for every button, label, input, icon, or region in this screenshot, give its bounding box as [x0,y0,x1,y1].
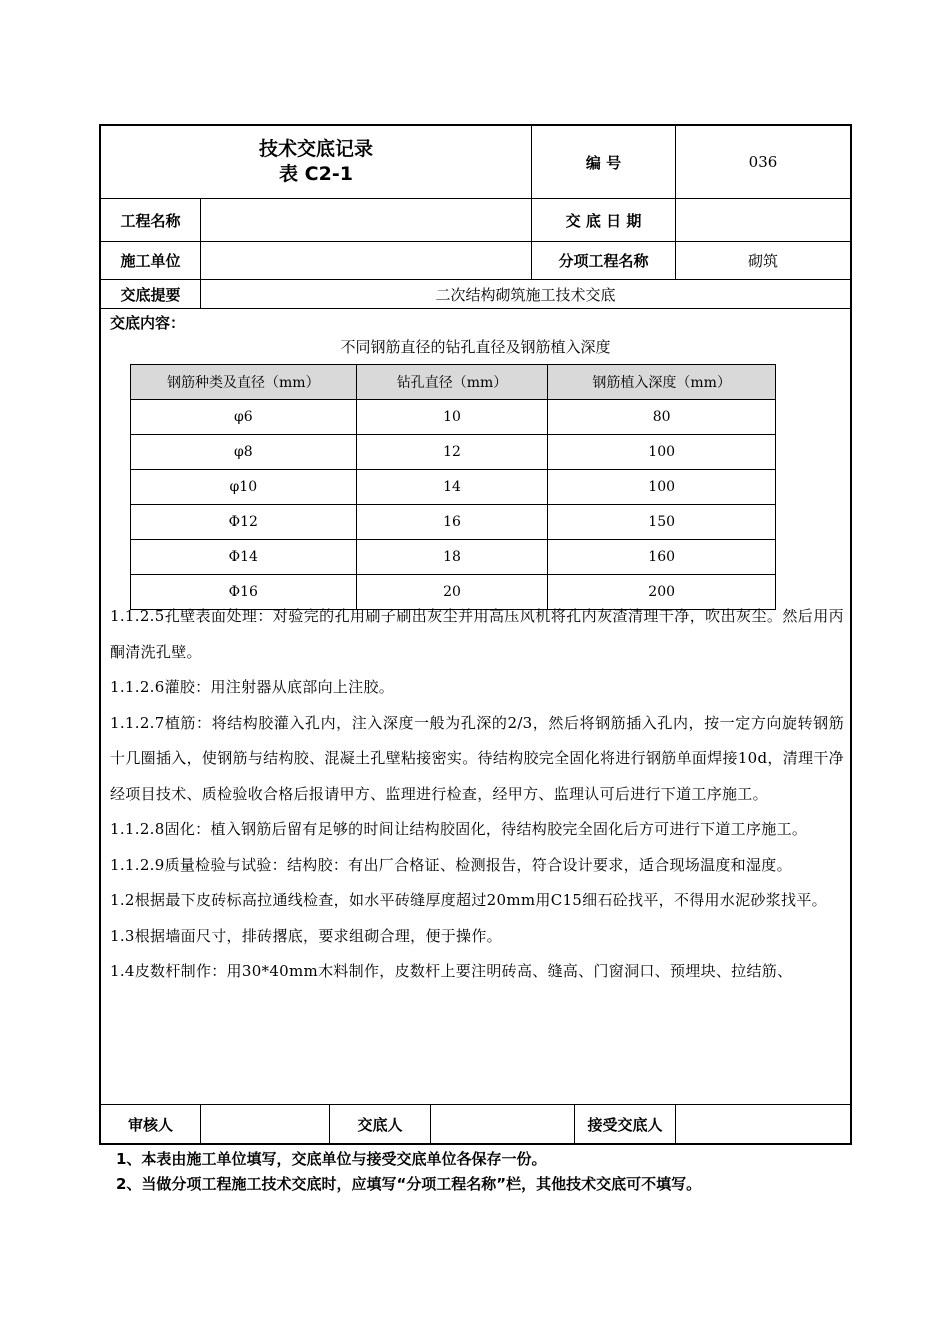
table-cell: 100 [548,435,776,470]
table-cell: φ6 [131,400,357,435]
contractor-row [101,242,850,280]
technical-disclosure-form [99,124,852,1145]
rebar-depth-table [130,364,776,610]
table-cell: φ8 [131,435,357,470]
date-field[interactable] [675,199,850,241]
table-cell: 16 [356,505,548,540]
table-cell: φ10 [131,470,357,505]
subproject-field[interactable]: 砌筑 [675,242,850,279]
project-name-label: 工程名称 [120,211,181,230]
summary-label: 交底提要 [120,285,181,304]
paragraph-1-1-2-7: 1.1.2.7植筋：将结构胶灌入孔内，注入深度一般为孔深的2/3，然后将钢筋插入孔内，按一定方向旋转钢筋十几圈插入，使钢筋与结构胶、混凝土孔壁粘接密实。待结构胶完全固化将进行钢筋单面焊接10d，清理干净经项目技术、质检验收合格后报请甲方、监理进行检查，经甲方、监理认可后进行下道工序施工。 [110,713,844,803]
paragraph-1-1-2-5: 1.1.2.5孔壁表面处理：对验完的孔用刷子刷出灰尘并用高压风机将孔内灰渣清理干净，吹出灰尘。然后用丙酮清洗孔壁。 [110,607,844,661]
table-row [131,540,776,575]
column-header-hole-diameter: 钻孔直径（mm） [356,365,548,400]
form-title-line2: 表 C2-1 [279,163,353,185]
table-cell: 18 [356,540,548,575]
subproject-label: 分项工程名称 [531,242,675,279]
summary-row [101,280,850,309]
signature-row [101,1104,850,1143]
paragraph-1-2: 1.2根据最下皮砖标高拉通线检查，如水平砖缝厚度超过20mm用C15细石砼找平，不得用水泥砂浆找平。 [110,891,827,909]
table-row [131,435,776,470]
number-label: 编 号 [531,126,675,198]
note-1: 1、本表由施工单位填写，交底单位与接受交底单位各保存一份。 [116,1150,547,1168]
number-value: 036 [675,126,850,198]
contractor-field[interactable] [200,242,531,279]
table-cell: Φ14 [131,540,357,575]
table-caption: 不同钢筋直径的钻孔直径及钢筋植入深度 [340,338,611,356]
content-label: 交底内容： [110,314,186,332]
paragraph-1-4: 1.4皮数杆制作：用30*40mm木料制作，皮数杆上要注明砖高、缝高、门窗洞口、预埋块、拉结筋、 [110,962,793,980]
project-name-row [101,199,850,242]
project-name-field[interactable] [200,199,531,241]
table-cell: 20 [356,575,548,610]
paragraph-1-3: 1.3根据墙面尺寸，排砖撂底，要求组砌合理，便于操作。 [110,926,502,945]
table-cell: 80 [548,400,776,435]
table-header-row [131,365,776,400]
table-cell: Φ16 [131,575,357,610]
table-row [131,505,776,540]
reviewer-field[interactable] [200,1105,329,1143]
form-title [101,126,531,198]
header-row [101,126,850,199]
table-row [131,400,776,435]
form-notes [116,1147,701,1197]
table-cell: 14 [356,470,548,505]
table-cell: 10 [356,400,548,435]
content-area [101,309,850,1104]
table-cell: Φ12 [131,505,357,540]
table-cell: 100 [548,470,776,505]
receiver-field[interactable] [675,1105,850,1143]
discloser-field[interactable] [430,1105,574,1143]
table-cell: 200 [548,575,776,610]
reviewer-label: 审核人 [127,1115,173,1134]
table-cell: 160 [548,540,776,575]
table-cell: 150 [548,505,776,540]
column-header-rebar-type: 钢筋种类及直径（mm） [131,365,357,400]
column-header-embed-depth: 钢筋植入深度（mm） [548,365,776,400]
date-label: 交 底 日 期 [531,199,675,241]
content-paragraphs [110,599,844,990]
receiver-label: 接受交底人 [574,1105,675,1143]
summary-field[interactable]: 二次结构砌筑施工技术交底 [200,280,850,308]
form-title-line1: 技术交底记录 [258,138,373,160]
note-2: 2、当做分项工程施工技术交底时，应填写“分项工程名称”栏，其他技术交底可不填写。 [116,1175,702,1193]
paragraph-1-1-2-6: 1.1.2.6灌胶：用注射器从底部向上注胶。 [110,678,395,696]
discloser-label: 交底人 [329,1105,430,1143]
paragraph-1-1-2-9: 1.1.2.9质量检验与试验：结构胶：有出厂合格证、检测报告，符合设计要求，适合现场温度和湿度。 [110,855,792,874]
paragraph-1-1-2-8: 1.1.2.8固化：植入钢筋后留有足够的时间让结构胶固化，待结构胶完全固化后方可进行下道工序施工。 [110,820,808,838]
table-row [131,470,776,505]
contractor-label: 施工单位 [120,252,181,270]
table-cell: 12 [356,435,548,470]
